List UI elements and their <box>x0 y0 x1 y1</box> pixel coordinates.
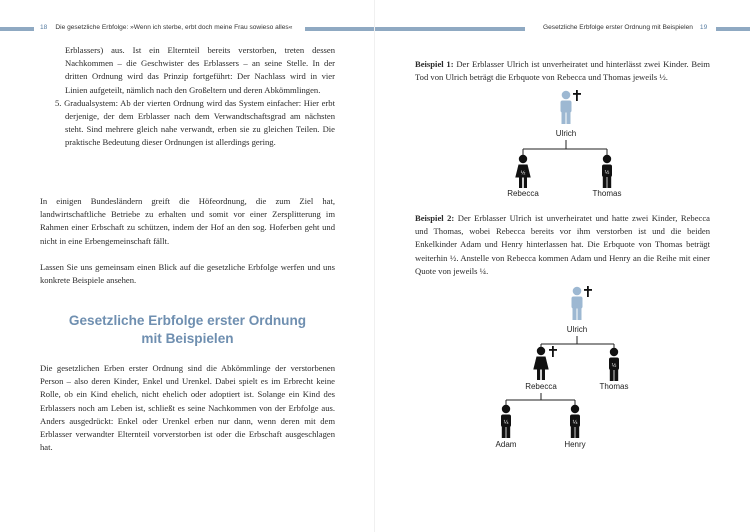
person-name: Rebecca <box>525 382 557 391</box>
share-label: ¼ <box>572 420 578 426</box>
left-body-middle <box>40 195 335 287</box>
paragraph: Lassen Sie uns gemeinsam einen Blick auf die gesetzliche Erbfolge werfen und uns konkrete Beispiele ansehen. <box>40 261 335 286</box>
cross-icon <box>549 346 557 357</box>
example-body: Der Erblasser Ulrich ist unverheiratet und hatte zwei Kinder, Rebecca und Thomas, wobei Rebecca bereits vor ihm verstorben ist und die beiden Enkelkinder Adam und Henry hinterlassen hat. Die Erbquote von Thomas beträgt weiterhin ½. Anstelle von Rebecca kommen Adam und Henry an die Reihe mit einer Quote von jeweils ¼. <box>415 213 710 276</box>
header-title: Gesetzliche Erbfolge erster Ordnung mit Beispielen <box>543 24 693 31</box>
example-body: Der Erblasser Ulrich ist unverheiratet und hinterlässt zwei Kinder. Beim Tod von Ulrich beträgt die Erbquote von Rebecca und Thomas jeweils ½. <box>415 59 710 83</box>
person-icon <box>497 404 517 440</box>
family-tree-2 <box>375 0 750 532</box>
share-label: ½ <box>520 170 526 177</box>
running-header-left <box>40 24 292 31</box>
header-title: Die gesetzliche Erbfolge: »Wenn ich sterbe, erbt doch meine Frau sowieso alles« <box>55 24 293 31</box>
share-label: ½ <box>611 363 617 369</box>
person-icon <box>605 347 625 383</box>
left-body-bottom <box>40 362 335 454</box>
header-bar-left-end <box>305 27 375 31</box>
list-text: Gradualsystem: Ab der vierten Ordnung wird das System einfacher: Hier erbt derjenige, der dem Erblasser nach dem Verwandtschaftsgrad am nächsten steht. Sind mehrere gleich nahe verwandt, erben sie zu gleichen Teilen. Die praktische Bedeutung dieser Ordnungen ist allerdings gering. <box>64 97 335 148</box>
right-page <box>375 0 750 532</box>
left-body-top <box>53 44 335 150</box>
person-name: Henry <box>564 440 586 449</box>
page-number: 19 <box>699 24 708 31</box>
section-heading <box>0 312 375 348</box>
person-name: Ulrich <box>566 325 588 334</box>
person-icon <box>566 404 586 440</box>
list-item-5 <box>53 97 335 150</box>
example-label: Beispiel 1: <box>415 59 454 69</box>
share-label: ¼ <box>503 420 509 426</box>
person-name: Adam <box>495 440 517 449</box>
paragraph: Erblassers) aus. Ist ein Elternteil bereits verstorben, treten dessen Nachkommen – die Geschwister des Erblassers – an seine Stelle. In der dritten Ordnung wird das Prinzip fortgeführt: Der Nachlass wird in vier Linien aufgeteilt, nämlich nach den Großeltern und deren Abkömmlingen. <box>65 45 335 95</box>
person-name: Thomas <box>592 189 622 198</box>
heading-line: Gesetzliche Erbfolge erster Ordnung <box>68 313 307 328</box>
person-icon <box>568 285 592 325</box>
heading-line: mit Beispielen <box>141 331 234 346</box>
example-label: Beispiel 2: <box>415 213 455 223</box>
person-name: Thomas <box>599 382 629 391</box>
header-bar-left <box>0 27 34 31</box>
paragraph: Die gesetzlichen Erben erster Ordnung sind die Abkömmlinge der verstorbenen Person – also deren Kinder, Enkel und Urenkel. Dabei spielt es im Erbrecht keine Rolle, ob ein Kind ehelich, nicht ehelich oder adoptiert ist. Solange ein Kind des Erblassers noch am Leben ist, schließt es seine Nachkommen von der Erbfolge aus. Anders ausgedrückt: Enkel oder Urenkel erben nur dann, wenn deren mit dem Erblasser verwandter Elternteil vorverstorben ist oder die Erbschaft ausgeschlagen hat. <box>40 363 335 453</box>
cross-icon <box>584 286 592 297</box>
share-label: ½ <box>604 170 610 176</box>
tree-connectors-2 <box>375 0 750 532</box>
list-number: 5. <box>55 97 62 108</box>
paragraph: In einigen Bundesländern greift die Höfeordnung, die zum Ziel hat, landwirtschaftliche Betriebe zu erhalten und somit vor einer Zersplitterung im Rahmen einer Erbschaft zu schützen, indem der Hof an den sog. Hoferben geht und nicht in eine Erbengemeinschaft fällt. <box>40 196 335 246</box>
person-name: Rebecca <box>507 189 539 198</box>
person-name: Ulrich <box>555 129 577 138</box>
person-icon <box>532 346 558 382</box>
page-number: 18 <box>40 24 48 31</box>
